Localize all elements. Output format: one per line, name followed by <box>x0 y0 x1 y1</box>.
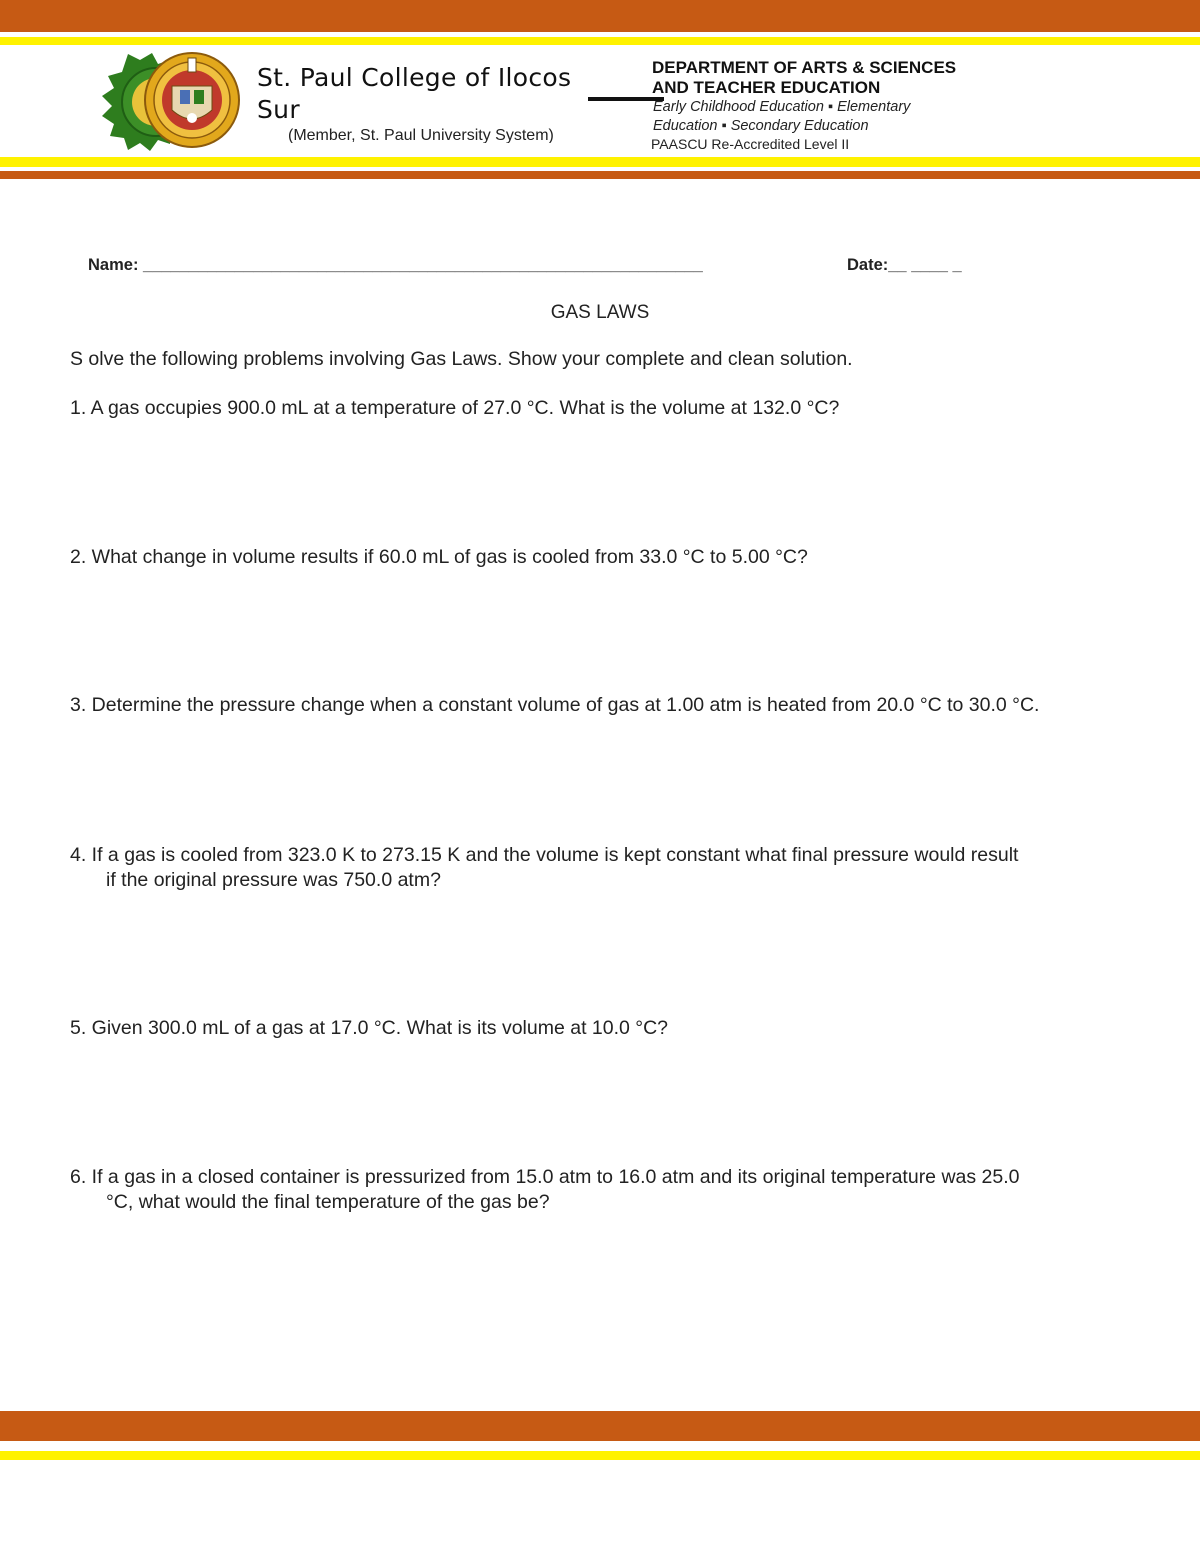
programs-line-1: Early Childhood Education ▪ Elementary <box>653 99 911 115</box>
department-title-line-1: DEPARTMENT OF ARTS & SCIENCES <box>652 58 957 77</box>
department-programs <box>653 98 953 136</box>
college-name: St. Paul College of Ilocos Sur <box>257 63 572 124</box>
problem-6 <box>70 1165 1170 1215</box>
top-band-yellow <box>0 37 1200 45</box>
programs-line-2: Education ▪ Secondary Education <box>653 118 869 134</box>
footer-band-orange <box>0 1411 1200 1441</box>
date-field[interactable]: Date:__ ____ _ <box>847 256 962 274</box>
department-title-line-2: AND TEACHER EDUCATION <box>652 78 881 97</box>
problem-6-text: 6. If a gas in a closed container is pressurized from 15.0 atm to 16.0 atm and its original temperature was 25.0 <box>70 1166 1020 1188</box>
problem-5 <box>70 1016 1170 1041</box>
college-seal-icon <box>100 50 242 154</box>
problem-3-text: 3. Determine the pressure change when a constant volume of gas at 1.00 atm is heated from 20.0 °C to 30.0 °C. <box>70 694 1040 716</box>
problem-3 <box>70 693 1170 718</box>
problem-4-text: 4. If a gas is cooled from 323.0 K to 273.15 K and the volume is kept constant what final pressure would result <box>70 844 1019 866</box>
problem-4-text-continued: if the original pressure was 750.0 atm? <box>106 869 441 891</box>
problem-1 <box>70 396 1170 421</box>
problem-6-text-continued: °C, what would the final temperature of the gas be? <box>106 1191 550 1213</box>
problem-4 <box>70 843 1170 893</box>
accreditation-text: PAASCU Re-Accredited Level II <box>651 136 850 152</box>
problem-2-text: 2. What change in volume results if 60.0 mL of gas is cooled from 33.0 °C to 5.00 °C? <box>70 546 808 568</box>
college-subtitle: (Member, St. Paul University System) <box>288 127 554 143</box>
header-bottom-band-orange <box>0 171 1200 179</box>
worksheet-title: GAS LAWS <box>550 302 650 323</box>
department-title <box>652 58 1192 98</box>
problem-5-text: 5. Given 300.0 mL of a gas at 17.0 °C. What is its volume at 10.0 °C? <box>70 1017 669 1039</box>
instructions: S olve the following problems involving Gas Laws. Show your complete and clean solution. <box>70 348 853 370</box>
header-bottom-band-yellow <box>0 157 1200 167</box>
footer-band-yellow <box>0 1451 1200 1460</box>
name-field[interactable]: Name: _____________________________________________________________ <box>88 256 703 274</box>
top-band-orange <box>0 0 1200 32</box>
problem-2 <box>70 545 1170 570</box>
problem-1-text: 1. A gas occupies 900.0 mL at a temperature of 27.0 °C. What is the volume at 132.0 °C? <box>70 397 840 419</box>
